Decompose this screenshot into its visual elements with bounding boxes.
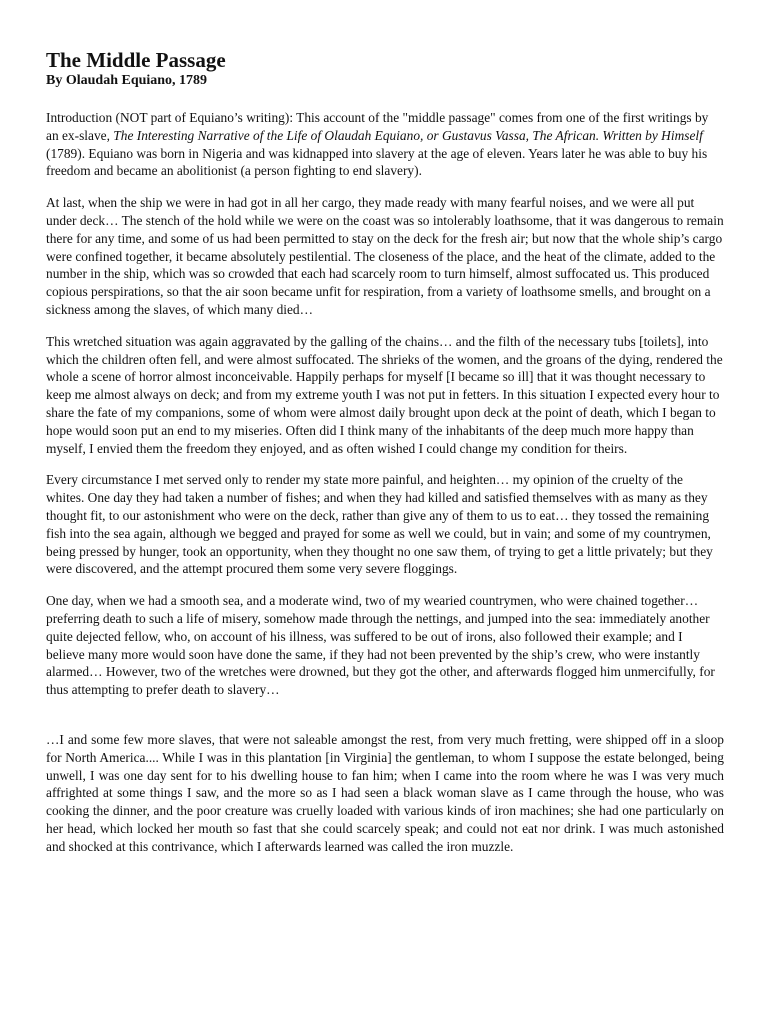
document-page bbox=[46, 48, 724, 869]
body-paragraph-2: This wretched situation was again aggravated by the galling of the chains… and the filth of the necessary tubs [toilets], into which the children often fell, and were almost suffocated. The shrieks of the women, and the groans of the dying, rendered the whole a scene of horror almost inconceivable. Happily perhaps for myself [I became so ill] that it was thought necessary to keep me almost always on deck; and from my extreme youth I was not put in fetters. In this situation I expected every hour to share the fate of my companions, some of whom were almost daily brought upon deck at the point of death, which I began to hope would soon put an end to my miseries. Often did I think many of the inhabitants of the deep much more happy than myself, I envied them the freedom they enjoyed, and as often wished I could change my condition for theirs. bbox=[46, 333, 723, 456]
intro-lead: Introduction (NOT part of Equiano’s writing): This account of the "middle passage" comes from one of the first writings by an ex-slave, bbox=[46, 110, 709, 143]
document-title: The Middle Passage bbox=[46, 48, 226, 72]
body-paragraph-1: At last, when the ship we were in had got in all her cargo, they made ready with many fearful noises, and we were all put under deck… The stench of the hold while we were on the coast was so intolerably loathsome, that it was dangerous to remain there for any time, and some of us had been permitted to stay on the deck for the fresh air; but now that the whole ship’s cargo were confined together, it became absolutely pestilential. The closeness of the place, and the heat of the climate, added to the number in the ship, which was so crowded that each had scarcely room to turn himself, almost suffocated us. This produced copious perspirations, so that the air soon became unfit for respiration, from a variety of loathsome smells, and brought on a sickness among the slaves, of which many died… bbox=[46, 195, 724, 317]
final-paragraph: …I and some few more slaves, that were not saleable amongst the rest, from very much fretting, were shipped off in a sloop for North America.... While I was in this plantation [in Virginia] the gentleman, to whom I suppose the estate belonged, being unwell, I was one day sent for to his dwelling house to fan him; when I came into the room where he was I was very much affrighted at some things I saw, and the more so as I had seen a black woman slave as I came through the house, who was cooking the dinner, and the poor creature was cruelly loaded with various kinds of iron machines; she had one particularly on her head, which locked her mouth so fast that she could scarcely speak; and could not eat nor drink. I was much astonished and shocked at this contrivance, which I afterwards learned was called the iron muzzle. bbox=[46, 731, 724, 854]
introduction-paragraph bbox=[46, 109, 724, 180]
body-paragraph-3: Every circumstance I met served only to render my state more painful, and heighten… my opinion of the cruelty of the whites. One day they had taken a number of fishes; and when they had killed and satisfied themselves with as many as they thought fit, to our astonishment who were on the deck, rather than give any of them to us to eat… they tossed the remaining fish into the sea again, although we begged and prayed for some as well we could, but in vain; and some of my countrymen, being pressed by hunger, took an opportunity, when they thought no one saw them, of trying to get a little privately; but they were discovered, and the attempt procured them some very severe floggings. bbox=[46, 472, 713, 577]
body-paragraph-4: One day, when we had a smooth sea, and a moderate wind, two of my wearied countrymen, who were chained together… preferring death to such a life of misery, somehow made through the nettings, and jumped into the sea: immediately another quite dejected fellow, who, on account of his illness, was suffered to be out of irons, also followed their example; and I believe many more would soon have done the same, if they had not been prevented by the ship’s crew, who were instantly alarmed… However, two of the wretches were drowned, but they got the other, and afterwards flogged him unmercifully, for thus attempting to prefer death to slavery… bbox=[46, 593, 715, 698]
intro-tail: (1789). Equiano was born in Nigeria and was kidnapped into slavery at the age of eleven. Years later he was able to buy his freedom and became an abolitionist (a person fighting to end slavery). bbox=[46, 145, 708, 179]
book-title: The Interesting Narrative of the Life of Olaudah Equiano, or Gustavus Vassa, The African. Written by Himself bbox=[113, 127, 703, 143]
document-byline: By Olaudah Equiano, 1789 bbox=[46, 73, 208, 88]
